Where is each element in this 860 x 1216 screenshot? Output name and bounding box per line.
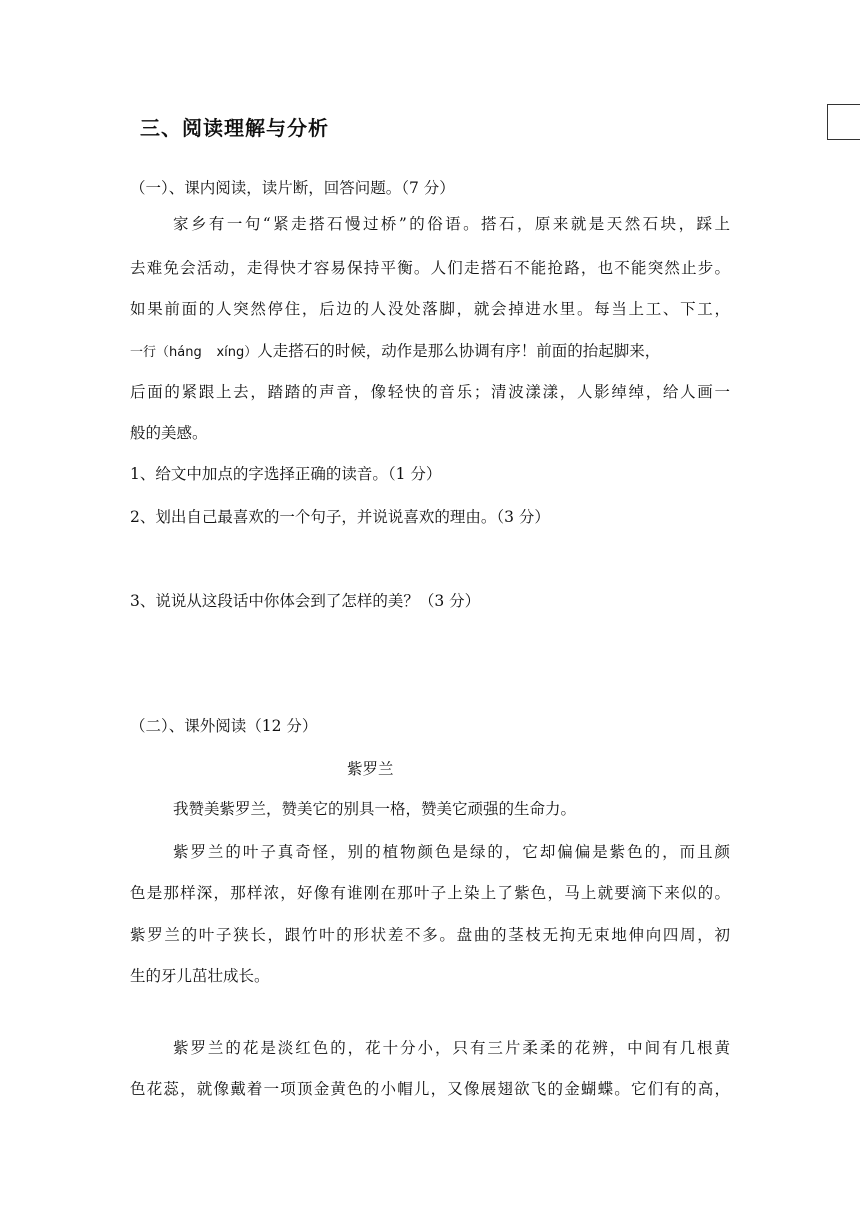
page-edge-box — [827, 104, 860, 140]
part2-line-7: 色花蕊，就像戴着一项顶金黄色的小帽儿，又像展翅欲飞的金蝴蝶。它们有的高， — [130, 1080, 730, 1098]
section-title: 三、阅读理解与分析 — [140, 116, 329, 140]
pinyin-option: xíng） — [216, 345, 258, 360]
part2-line-6: 紫罗兰的花是淡红色的，花十分小，只有三片柔柔的花辨，中间有几根黄 — [173, 1039, 730, 1057]
question-2: 2、划出自己最喜欢的一个句子，并说说喜欢的理由。（3 分） — [130, 508, 550, 526]
part2-heading: （二）、课外阅读（12 分） — [130, 717, 318, 735]
part2-line-4: 紫罗兰的叶子狭长，跟竹叶的形状差不多。盘曲的茎枝无拘无束地伸向四周，初 — [130, 926, 730, 944]
question-3: 3、说说从这段话中你体会到了怎样的美？（3 分） — [130, 592, 481, 610]
part2-line-3: 色是那样深，那样浓，好像有谁刚在那叶子上染上了紫色，马上就要滴下来似的。 — [130, 884, 730, 902]
part2-line-2: 紫罗兰的叶子真奇怪，别的植物颜色是绿的，它却偏偏是紫色的，而且颜 — [173, 843, 730, 861]
pinyin-prefix: 一行（háng — [130, 345, 202, 360]
line-4-text: 人走搭石的时候，动作是那么协调有序！前面的抬起脚来， — [257, 342, 661, 360]
question-1: 1、给文中加点的字选择正确的读音。（1 分） — [130, 465, 442, 483]
part2-line-1: 我赞美紫罗兰，赞美它的别具一格，赞美它顽强的生命力。 — [173, 800, 577, 818]
part1-line-4 — [130, 339, 730, 361]
part1-heading: （一）、课内阅读，读片断，回答问题。（7 分） — [130, 179, 455, 197]
part1-line-6: 般的美感。 — [130, 424, 208, 442]
part1-line-5: 后面的紧跟上去，踏踏的声音，像轻快的音乐；清波漾漾，人影绰绰，给人画一 — [130, 383, 730, 401]
article-title: 紫罗兰 — [347, 760, 394, 778]
part1-line-2: 去难免会活动，走得快才容易保持平衡。人们走搭石不能抢路，也不能突然止步。 — [130, 259, 730, 277]
part1-line-1: 家乡有一句“紧走搭石慢过桥”的俗语。搭石，原来就是天然石块，踩上 — [173, 215, 730, 233]
part1-line-3: 如果前面的人突然停住，后边的人没处落脚，就会掉进水里。每当上工、下工， — [130, 300, 730, 318]
part2-line-5: 生的牙儿茁壮成长。 — [130, 967, 270, 985]
